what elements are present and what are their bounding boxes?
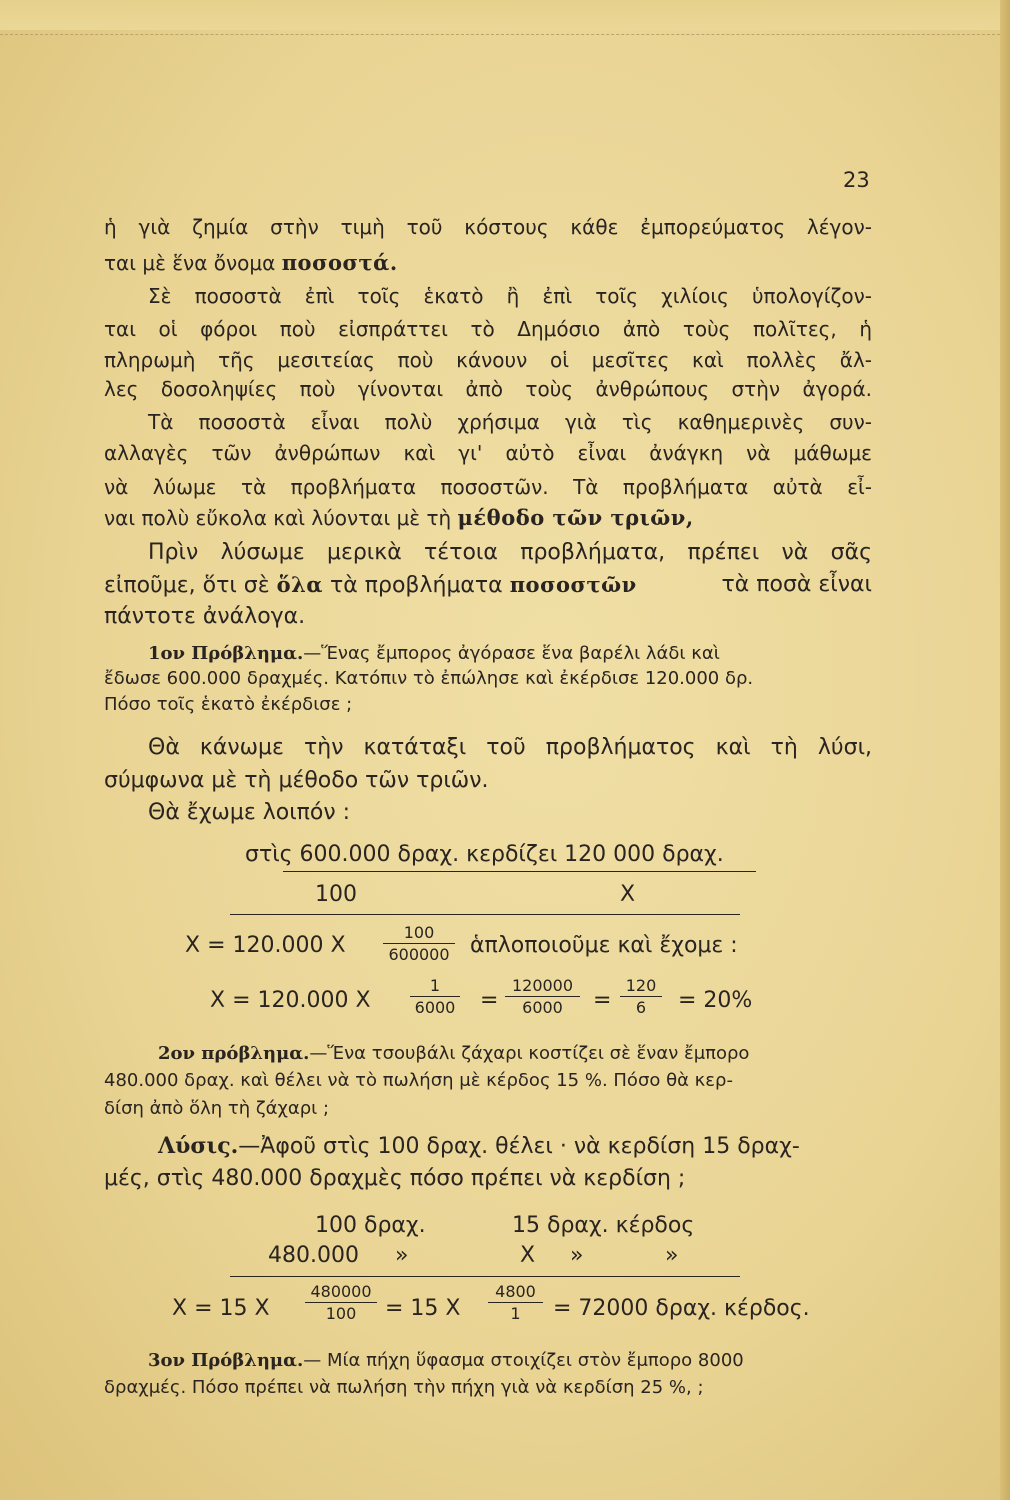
text-line: Θὰ κάνωμε τὴν κατάταξι τοῦ προβλήματος καὶ τὴ λύσι, [148, 735, 872, 760]
text-line: Θὰ ἔχωμε λοιπόν : [148, 800, 351, 825]
ratio-cell: » [395, 1243, 409, 1268]
fraction: 120000 6000 [505, 976, 580, 1017]
text-line: Σὲ ποσοστὰ ἐπὶ τοῖς ἑκατὸ ἢ ἐπὶ τοῖς χιλίοις ὑπολογίζον- [148, 284, 872, 308]
problem1-heading: 1ον Πρόβλημα. [148, 643, 304, 664]
rule [230, 914, 740, 915]
text-line: ναι πολὺ εὔκολα καὶ λύονται μὲ τὴ μέθοδο τῶν τριῶν, [104, 505, 694, 530]
text-line: Τὰ ποσοστὰ εἶναι πολὺ χρήσιμα γιὰ τὶς καθημερινὲς συν- [148, 410, 872, 434]
text-line: εἰποῦμε, ὅτι σὲ ὅλα τὰ προβλήματα ποσοστῶν τὰ ποσὰ εἶναι [104, 572, 872, 598]
ratio-cell: Χ [520, 1243, 536, 1268]
problem1-line3: Πόσο τοῖς ἑκατὸ ἐκέρδισε ; [104, 694, 353, 715]
problem2-solution-1: Λύσις.—Ἀφοῦ στὶς 100 δραχ. θέλει · νὰ κερδίση 15 δραχ- [158, 1133, 800, 1159]
problem2-solution-2: μές, στὶς 480.000 δραχμὲς πόσο πρέπει νὰ κερδίση ; [104, 1166, 686, 1191]
ratio-cell: 15 δραχ. κέρδος [512, 1213, 695, 1238]
fraction: 1 6000 [410, 976, 460, 1017]
text-line: Πρὶν λύσωμε μερικὰ τέτοια προβλήματα, πρέπει νὰ σᾶς [148, 540, 872, 565]
problem3-line2: δραχμές. Πόσο πρέπει νὰ πωλήση τὴν πήχη γιὰ νὰ κερδίση 25 %, ; [104, 1377, 704, 1398]
ratio-cell: 480.000 [268, 1243, 359, 1268]
problem3-line1: 3ον Πρόβλημα.— Μία πήχη ὕφασμα στοιχίζει στὸν ἔμπορο 8000 [148, 1350, 744, 1371]
text-line: ἡ γιὰ ζημία στὴν τιμὴ τοῦ κόστους κάθε ἐμπορεύματος λέγον- [104, 215, 872, 239]
text-line: νὰ λύωμε τὰ προβλήματα ποσοστῶν. Τὰ προβλήματα αὐτὰ εἶ- [104, 475, 872, 499]
text-line: πληρωμὴ τῆς μεσιτείας ποὺ κάνουν οἱ μεσῖτες καὶ πολλὲς ἄλ- [104, 348, 872, 372]
problem2-heading: 2ον πρόβλημα. [158, 1043, 310, 1064]
rule [230, 1276, 740, 1277]
problem2-line2: 480.000 δραχ. καὶ θέλει νὰ τὸ πωλήση μὲ κέρδος 15 %. Πόσο θὰ κερ- [104, 1070, 733, 1091]
ratio-cell: » [570, 1243, 584, 1268]
text-line: πάντοτε ἀνάλογα. [104, 604, 306, 629]
ratio-row-2b: Χ [620, 882, 636, 907]
text-line: λες δοσοληψίες ποὺ γίνονται ἀπὸ τοὺς ἀνθρώπους στὴν ἀγορά. [104, 377, 872, 401]
problem2-line3: δίση ἀπὸ ὅλη τὴ ζάχαρι ; [104, 1098, 330, 1119]
ratio-row-2a: 100 [315, 882, 357, 907]
equation-3-result: = 72000 δραχ. κέρδος. [553, 1296, 810, 1321]
text-line: ται μὲ ἕνα ὄνομα ποσοστά. [104, 250, 398, 275]
equals: = [480, 988, 499, 1013]
top-edge [0, 0, 1010, 30]
text-line: σύμφωνα μὲ τὴ μέθοδο τῶν τριῶν. [104, 768, 489, 793]
fraction: 480000 100 [305, 1282, 377, 1323]
right-edge [1000, 0, 1010, 1500]
equation-1-text: ἁπλοποιοῦμε καὶ ἔχομε : [470, 933, 738, 958]
ratio-row-1: στὶς 600.000 δραχ. κερδίζει 120 000 δραχ. [245, 842, 724, 867]
ratio-cell: » [665, 1243, 679, 1268]
text-line: αλλαγὲς τῶν ἀνθρώπων καὶ γι' αὐτὸ εἶναι ἀνάγκη νὰ μάθωμε [104, 441, 872, 465]
equation-1: Χ = 120.000 Χ [185, 933, 346, 958]
problem3-heading: 3ον Πρόβλημα. [148, 1350, 304, 1371]
problem1-line1: 1ον Πρόβλημα.—Ἕνας ἔμπορος ἀγόρασε ἕνα βαρέλι λάδι καὶ [148, 643, 720, 664]
equals: = [593, 988, 612, 1013]
text-line: ται οἱ φόροι ποὺ εἰσπράττει τὸ Δημόσιο ἀπὸ τοὺς πολῖτες, ἡ [104, 317, 872, 341]
problem1-line2: ἔδωσε 600.000 δραχμές. Κατόπιν τὸ ἐπώλησε καὶ ἐκέρδισε 120.000 δρ. [104, 668, 754, 689]
equation-3-mid: = 15 Χ [385, 1296, 461, 1321]
problem2-line1: 2ον πρόβλημα.—Ἕνα τσουβάλι ζάχαρι κοστίζει σὲ ἕναν ἔμπορο [158, 1043, 750, 1064]
underline [283, 871, 756, 872]
result: = 20% [678, 988, 753, 1013]
fraction: 4800 1 [488, 1282, 543, 1323]
equation-2: Χ = 120.000 Χ [210, 988, 371, 1013]
fold-line [0, 34, 1010, 35]
fraction: 100 600000 [383, 923, 455, 964]
ratio-cell: 100 δραχ. [315, 1213, 426, 1238]
equation-3: Χ = 15 Χ [172, 1296, 270, 1321]
page-number: 23 [843, 168, 870, 192]
fraction: 120 6 [620, 976, 662, 1017]
